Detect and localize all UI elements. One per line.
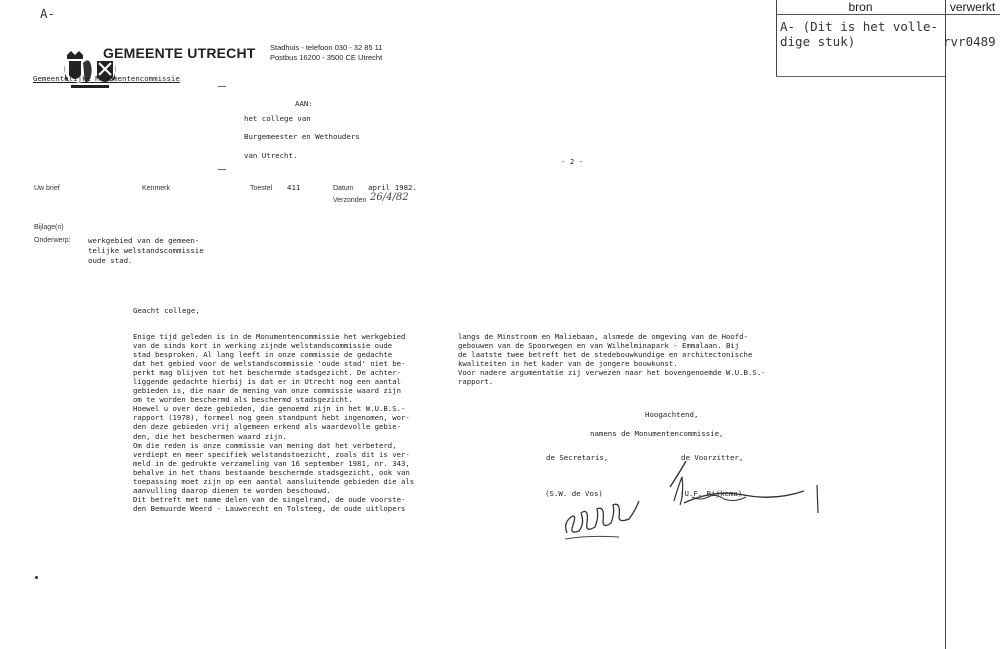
- toestel-label: Toestel: [250, 185, 273, 192]
- city-crest-icon: [44, 32, 98, 70]
- archive-cell-bottom: [776, 76, 945, 77]
- verzonden-value: 26/4/82: [370, 192, 409, 203]
- secretary-title: de Secretaris,: [546, 453, 609, 462]
- recipient-line-1: het college van: [244, 114, 311, 123]
- address-line-2: Postbus 16200 - 3500 CE Utrecht: [270, 53, 383, 62]
- address-line-1: Stadhuis - telefoon 030 - 32 85 11: [270, 43, 383, 52]
- body-left-column: Enige tijd geleden is in de Monumentencommissie het werkgebied van de sinds kort in werking zijnde welstandscommissie oude stad besproken. Al lang leeft in onze commissie de gedachte dat het gebied voor de welstandscommissie 'oude stad' niet be- perkt mag blijven tot het beschermde stadsgezicht. De achter- liggende gedachte hierbij is dat er in Utrecht nog een aantal gebieden is, die naar de mening van onze commissie waard zijn om te worden beschermd als beschermd stadsgezicht. Hoewel u over deze gebieden, die genoemd zijn in het W.U.B.S.- rapport (1978), formeel nog geen standpunt hebt ingenomen, wor- den deze gebieden vrij algemeen erkend als waardevolle gebie- den, die het beschermen waard zijn. Om die reden is onze commissie van mening dat het verbeterd, verdiept en meer specifiek welstandstoezicht, zoals dit is ver- meld in de gedrukte verzameling van 16 september 1981, nr. 343, behalve in het thans bestaande beschermde stadsgezicht, ook van toepassing moet zijn op een aantal aansluitende gebieden die als aanvulling daarop dienen te worden beschouwd. Dit betreft met name delen van de singelrand, de oude voorste- den Bemuurde Weerd - Lauwerecht en Tolsteeg, de oude uitlopers: [133, 332, 415, 513]
- department-name: Gemeentelijke Monumentencommissie: [33, 74, 180, 83]
- onderwerp-value: werkgebied van de gemeen- telijke welstandscommissie oude stad.: [88, 236, 204, 265]
- archive-header-bron: bron: [776, 0, 945, 15]
- salutation: Geacht college,: [133, 306, 200, 315]
- onderwerp-label: Onderwerp:: [34, 237, 71, 244]
- archive-header-verwerkt: verwerkt: [945, 0, 1000, 15]
- body-right-column: langs de Minstroom en Maliebaan, alsmede de omgeving van de Hoofd- gebouwen van de Spoorwegen en van Wilhelminapark - Emmalaan. Bij de laatste twee betreft het de stedebouwkundige en architectonische kwaliteiten in het kader van de jongere bouwkunst. Voor nadere argumentatie zij verwezen naar het bovengenoemde W.U.B.S.- rapport.: [458, 332, 766, 387]
- fold-mark-1: [218, 86, 226, 87]
- chair-title: de Voorzitter,: [681, 453, 744, 462]
- toestel-value: 411: [287, 183, 301, 192]
- recipient-line-3: van Utrecht.: [244, 151, 298, 160]
- archive-divider-right: [945, 0, 946, 649]
- datum-label: Datum: [333, 185, 354, 192]
- datum-value: april 1982.: [368, 183, 417, 192]
- recipient-aan: AAN:: [295, 99, 313, 108]
- bijlage-label: Bijlage(n): [34, 224, 64, 231]
- closing-greeting: Hoogachtend,: [645, 410, 699, 419]
- municipality-name: GEMEENTE UTRECHT: [103, 45, 256, 61]
- archive-verwerkt-value: rvr0489: [943, 34, 996, 49]
- archive-bron-value: A- (Dit is het volle- dige stuk): [780, 19, 939, 49]
- stray-mark: [35, 576, 38, 579]
- uw-brief-label: Uw brief: [34, 185, 60, 192]
- secretary-name: (S.W. de Vos): [545, 489, 603, 498]
- chair-name: (U.F. Rijkema).: [680, 489, 747, 498]
- closing-on-behalf: namens de Monumentencommissie,: [590, 429, 724, 438]
- corner-mark: A-: [40, 6, 56, 21]
- recipient-line-2: Burgemeester en Wethouders: [244, 132, 360, 141]
- kenmerk-label: Kenmerk: [142, 185, 171, 192]
- page-number: - 2 -: [561, 157, 584, 166]
- chair-signature: [615, 438, 810, 498]
- verzonden-label: Verzonden: [333, 197, 367, 204]
- fold-mark-2: [218, 169, 226, 170]
